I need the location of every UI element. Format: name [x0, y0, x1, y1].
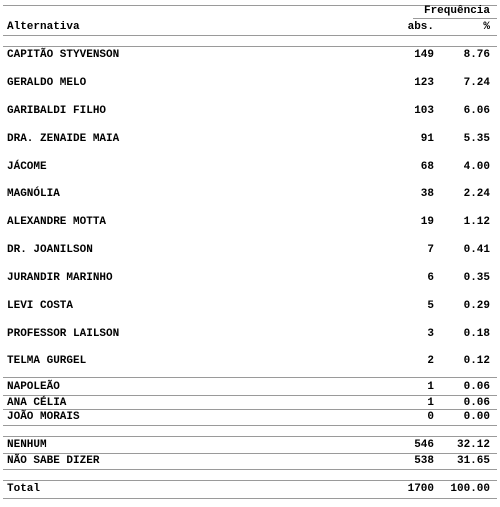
row-1-pct: 7.24 [463, 77, 490, 89]
row-5-abs: 38 [420, 188, 434, 200]
row-4-abs: 68 [420, 161, 434, 173]
column-header-abs: abs. [407, 21, 434, 33]
row-4-label: JÁCOME [7, 161, 47, 173]
row-5-label: MAGNÓLIA [7, 188, 60, 200]
column-header-pct: % [483, 21, 490, 33]
row-7-label: DR. JOANILSON [7, 244, 93, 256]
row-15-label: NENHUM [7, 439, 47, 451]
row-8-label: JURANDIR MARINHO [7, 272, 113, 284]
row-10-pct: 0.18 [463, 328, 490, 340]
row-0-abs: 149 [414, 49, 434, 61]
row-12-abs: 1 [427, 381, 434, 393]
row-7-pct: 0.41 [463, 244, 490, 256]
row-13-pct: 0.06 [463, 397, 490, 409]
total-top-rule [3, 480, 497, 481]
table-top-rule [3, 5, 497, 6]
row-11-label: TELMA GURGEL [7, 355, 87, 367]
row-3-pct: 5.35 [463, 133, 490, 145]
frequency-group-header: Frequência [423, 5, 490, 17]
row-10-abs: 3 [427, 328, 434, 340]
row-16-pct: 31.65 [456, 455, 490, 467]
row-14-abs: 0 [427, 411, 434, 423]
row-1-label: GERALDO MELO [7, 77, 87, 89]
row-9-pct: 0.29 [463, 300, 490, 312]
row-7-abs: 7 [427, 244, 434, 256]
row-6-pct: 1.12 [463, 216, 490, 228]
row-6-label: ALEXANDRE MOTTA [7, 216, 107, 228]
group-bottom-rule [3, 425, 497, 426]
body-top-rule [3, 46, 497, 47]
row-3-abs: 91 [420, 133, 434, 145]
row-10-label: PROFESSOR LAILSON [7, 328, 120, 340]
column-header-alternative: Alternativa [7, 21, 80, 33]
row-8-pct: 0.35 [463, 272, 490, 284]
header-bottom-rule [3, 35, 497, 36]
row-2-label: GARIBALDI FILHO [7, 105, 107, 117]
row-13-label: ANA CÉLIA [7, 397, 67, 409]
row-rule [3, 453, 497, 454]
row-11-pct: 0.12 [463, 355, 490, 367]
row-6-abs: 19 [420, 216, 434, 228]
row-14-pct: 0.00 [463, 411, 490, 423]
row-0-pct: 8.76 [463, 49, 490, 61]
frequency-group-rule [413, 18, 497, 19]
row-rule [3, 395, 497, 396]
group-rule [3, 377, 497, 378]
total-abs: 1700 [407, 483, 434, 495]
row-rule [3, 409, 497, 410]
total-bottom-rule [3, 498, 497, 499]
row-13-abs: 1 [427, 397, 434, 409]
row-9-label: LEVI COSTA [7, 300, 74, 312]
group-rule [3, 436, 497, 437]
total-pct: 100.00 [450, 483, 490, 495]
total-label: Total [7, 483, 41, 495]
row-14-label: JOÃO MORAIS [7, 411, 80, 423]
row-2-abs: 103 [414, 105, 434, 117]
row-3-label: DRA. ZENAIDE MAIA [7, 133, 120, 145]
row-12-pct: 0.06 [463, 381, 490, 393]
row-12-label: NAPOLEÃO [7, 381, 60, 393]
row-15-abs: 546 [414, 439, 434, 451]
row-4-pct: 4.00 [463, 161, 490, 173]
row-2-pct: 6.06 [463, 105, 490, 117]
row-1-abs: 123 [414, 77, 434, 89]
row-15-pct: 32.12 [456, 439, 490, 451]
row-0-label: CAPITÃO STYVENSON [7, 49, 120, 61]
row-5-pct: 2.24 [463, 188, 490, 200]
row-11-abs: 2 [427, 355, 434, 367]
group-bottom-rule [3, 469, 497, 470]
row-16-label: NÃO SABE DIZER [7, 455, 100, 467]
row-9-abs: 5 [427, 300, 434, 312]
row-16-abs: 538 [414, 455, 434, 467]
row-8-abs: 6 [427, 272, 434, 284]
